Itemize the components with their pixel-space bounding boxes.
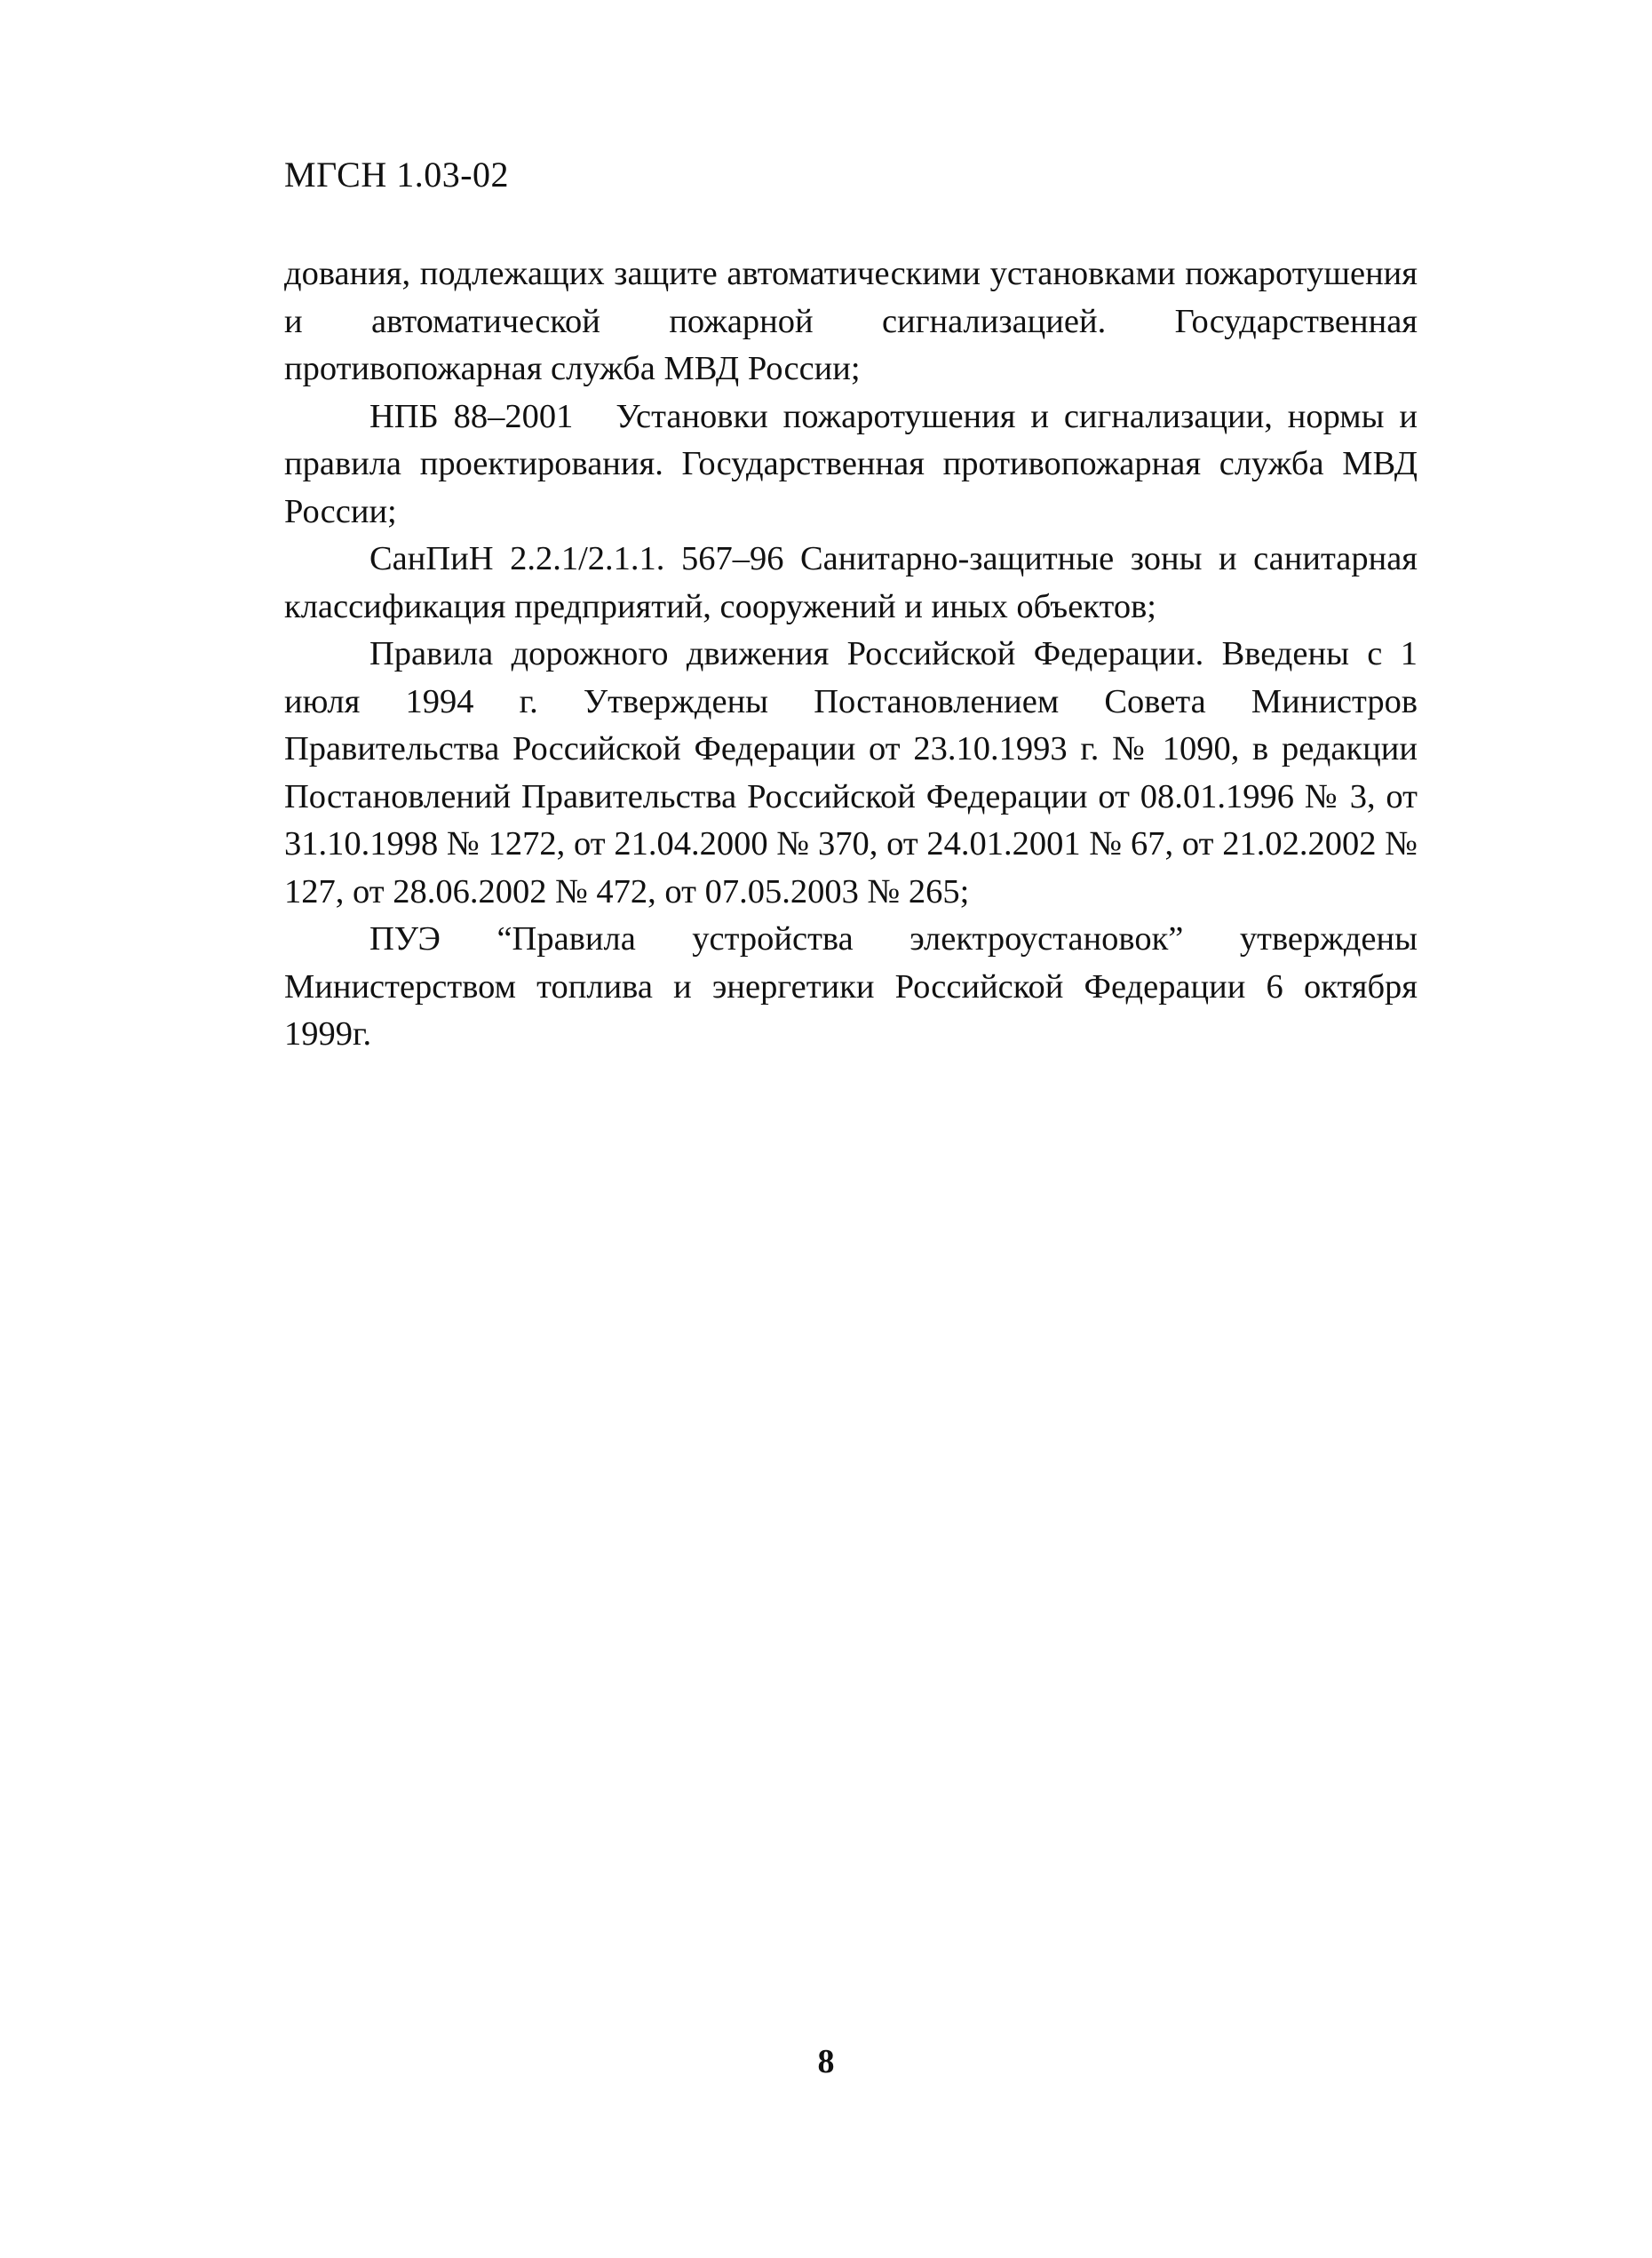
running-header: МГСН 1.03-02	[284, 155, 510, 195]
body-text	[284, 250, 1418, 1059]
document-code: НПБ 88–2001	[369, 397, 574, 435]
paragraph-npb-text: Установки пожаротушения и сигнализации, нормы и правила проектирования. Государственная противопожарная служба МВД России;	[284, 397, 1418, 530]
paragraph-sanpin: СанПиН 2.2.1/2.1.1. 567–96 Санитарно-защитные зоны и санитарная классификация предприятий, сооружений и иных объектов;	[284, 540, 1418, 625]
page-number: 8	[817, 2043, 835, 2080]
paragraph-traffic-rules: Правила дорожного движения Российской Федерации. Введены с 1 июля 1994 г. Утверждены Постановлением Совета Министров Правительства Российской Федерации от 23.10.1993 г. № 1090, в редакции Постановлений Правительства Российской Федерации от 08.01.1996 № 3, от 31.10.1998 № 1272, от 21.04.2000 № 370, от 24.01.2001 № 67, от 21.02.2002 № 127, от 28.06.2002 № 472, от 07.05.2003 № 265;	[284, 635, 1418, 910]
paragraph-pue: ПУЭ “Правила устройства электроустановок” утверждены Министерством топлива и энергетики Российской Федерации 6 октября 1999г.	[284, 920, 1418, 1053]
paragraph-continuation: дования, подлежащих защите автоматическими установками пожаротушения и автоматической пожарной сигнализацией. Государственная противопожарная служба МВД России;	[284, 255, 1418, 387]
paragraph-npb	[284, 394, 1418, 537]
